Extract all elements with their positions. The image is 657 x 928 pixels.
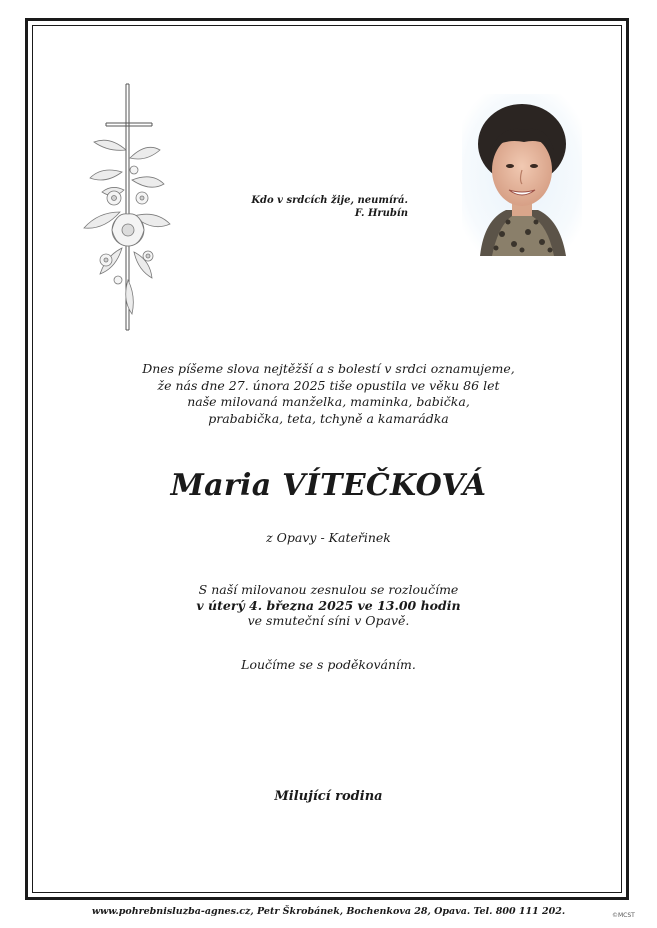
announcement-text (60, 361, 597, 427)
farewell-line-1: S naší milovanou zesnulou se rozloučíme (198, 582, 459, 597)
copyright-mark: ©MCST (612, 912, 635, 919)
announcement-line: Dnes píšeme slova nejtěžší a s bolestí v srdci oznamujeme, (142, 361, 515, 376)
motto-author: F. Hrubín (354, 208, 408, 219)
farewell-text (60, 582, 597, 629)
farewell-location: ve smuteční síni v Opavě. (247, 613, 410, 628)
footer-contact: www.pohrebnisluzba-agnes.cz, Petr Škrobánek, Bochenkova 28, Opava. Tel. 800 111 202. (91, 906, 566, 917)
signature: Milující rodina (274, 789, 383, 804)
announcement-line: že nás dne 27. února 2025 tiše opustila ve věku 86 let (157, 377, 500, 393)
cross-with-flowers-icon (72, 80, 180, 336)
announcement-line: prababička, teta, tchyně a kamarádka (208, 410, 449, 426)
farewell-date-time: v úterý 4. března 2025 ve 13.00 hodin (196, 597, 461, 613)
deceased-name: Maria VÍTEČKOVÁ (170, 468, 487, 503)
motto (200, 194, 408, 220)
origin-text: z Opavy - Kateřinek (266, 530, 391, 545)
announcement-line: naše milovaná manželka, maminka, babička, (187, 394, 470, 409)
motto-quote: Kdo v srdcích žije, neumírá. (251, 195, 408, 206)
portrait-photo (462, 94, 582, 256)
thanks-text: Loučíme se s poděkováním. (241, 657, 416, 672)
